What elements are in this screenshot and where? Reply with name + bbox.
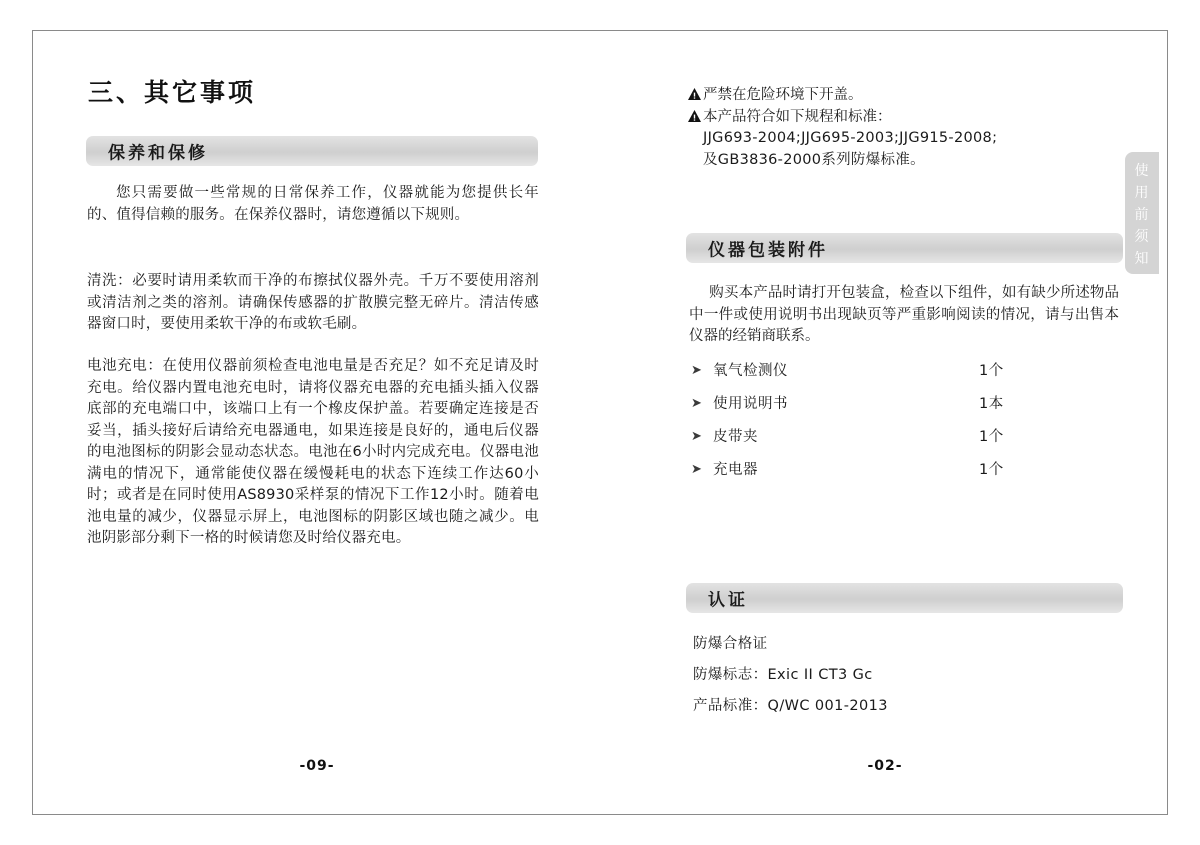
arrow-bullet-icon: ➤ xyxy=(691,396,702,411)
page-number-right: -02- xyxy=(867,758,903,774)
warning-item-text: 严禁在危险环境下开盖。 xyxy=(703,87,863,103)
side-tab-char: 知 xyxy=(1134,251,1150,267)
left-page xyxy=(33,31,601,814)
paragraph-accessories-intro: 购买本产品时请打开包装盒，检查以下组件，如有缺少所述物品中一件或使用说明书出现缺页等严重影响阅读的情况，请与出售本仪器的经销商联系。 xyxy=(689,285,1119,344)
certification-list xyxy=(693,629,1093,722)
accessory-name: 使用说明书 xyxy=(713,396,788,412)
accessory-list xyxy=(691,361,1111,493)
warning-standards-line-2: 及GB3836-2000系列防爆标准。 xyxy=(703,151,925,168)
document-page-frame xyxy=(32,30,1168,815)
certification-line: 防爆合格证 xyxy=(693,636,768,652)
side-index-tab xyxy=(1125,152,1159,274)
warning-notice-list xyxy=(688,85,1138,171)
paragraph-battery-charging: 电池充电：在使用仪器前须检查电池电量是否充足？如不充足请及时充电。给仪器内置电池充电时，请将仪器充电器的充电插头插入仪器底部的充电端口中，该端口上有一个橡皮保护盖。若要确定连接是否妥当，插头接好后请给充电器通电，如果连接是良好的，通电后仪器的电池图标的阴影会显动态状态。电池在6小时内完成充电。仪器电池满电的情况下，通常能使仪器在缓慢耗电的状态下连续工作达60小时；或者是在同时使用AS8930采样泵的情况下工作12小时。随着电池电量的减少，仪器显示屏上，电池图标的阴影区域也随之减少。电池阴影部分剩下一格的时候请您及时给仪器充电。 xyxy=(87,358,539,546)
warning-standards-line-1: JJG693-2004;JJG695-2003;JJG915-2008; xyxy=(703,130,998,146)
side-tab-char: 使 xyxy=(1134,163,1150,179)
section-header-certification-label: 认证 xyxy=(708,590,748,611)
certification-line: 产品标准：Q/WC 001-2013 xyxy=(693,698,888,714)
accessory-quantity: 1个 xyxy=(979,429,1004,445)
arrow-bullet-icon: ➤ xyxy=(691,462,702,477)
warning-triangle-icon xyxy=(688,110,702,126)
list-item xyxy=(691,361,1111,394)
accessory-name: 氧气检测仪 xyxy=(713,363,788,379)
list-item xyxy=(691,460,1111,493)
paragraph-maintenance-intro: 您只需要做一些常规的日常保养工作，仪器就能为您提供长年的、值得信赖的服务。在保养仪器时，请您遵循以下规则。 xyxy=(87,185,539,223)
warning-triangle-icon xyxy=(688,88,702,104)
accessory-name: 皮带夹 xyxy=(713,429,758,445)
accessory-quantity: 1个 xyxy=(979,363,1004,379)
accessory-quantity: 1个 xyxy=(979,462,1004,478)
warning-item xyxy=(688,107,1138,129)
side-tab-char: 须 xyxy=(1134,229,1150,245)
section-header-maintenance xyxy=(86,136,538,166)
accessory-name: 充电器 xyxy=(713,462,758,478)
section-header-certification xyxy=(686,583,1123,613)
list-item xyxy=(691,427,1111,460)
side-tab-char: 用 xyxy=(1134,185,1150,201)
chapter-title: 三、其它事项 xyxy=(88,78,257,107)
accessory-quantity: 1本 xyxy=(979,396,1004,412)
section-header-maintenance-label: 保养和保修 xyxy=(108,143,208,164)
arrow-bullet-icon: ➤ xyxy=(691,363,702,378)
paragraph-cleaning: 清洗：必要时请用柔软而干净的布擦拭仪器外壳。千万不要使用溶剂或清洁剂之类的溶剂。请确保传感器的扩散膜完整无碎片。清洁传感器窗口时，要使用柔软干净的布或软毛刷。 xyxy=(87,273,539,332)
list-item xyxy=(691,394,1111,427)
side-tab-char: 前 xyxy=(1134,207,1150,223)
page-number-left: -09- xyxy=(299,758,335,774)
certification-line: 防爆标志：Exic II CT3 Gc xyxy=(693,667,873,683)
section-header-accessories-label: 仪器包装附件 xyxy=(708,240,828,261)
right-page xyxy=(601,31,1169,814)
warning-item xyxy=(688,85,1138,107)
arrow-bullet-icon: ➤ xyxy=(691,429,702,444)
section-header-accessories xyxy=(686,233,1123,263)
warning-item-text: 本产品符合如下规程和标准： xyxy=(703,108,892,125)
side-index-tab-label xyxy=(1125,160,1159,270)
